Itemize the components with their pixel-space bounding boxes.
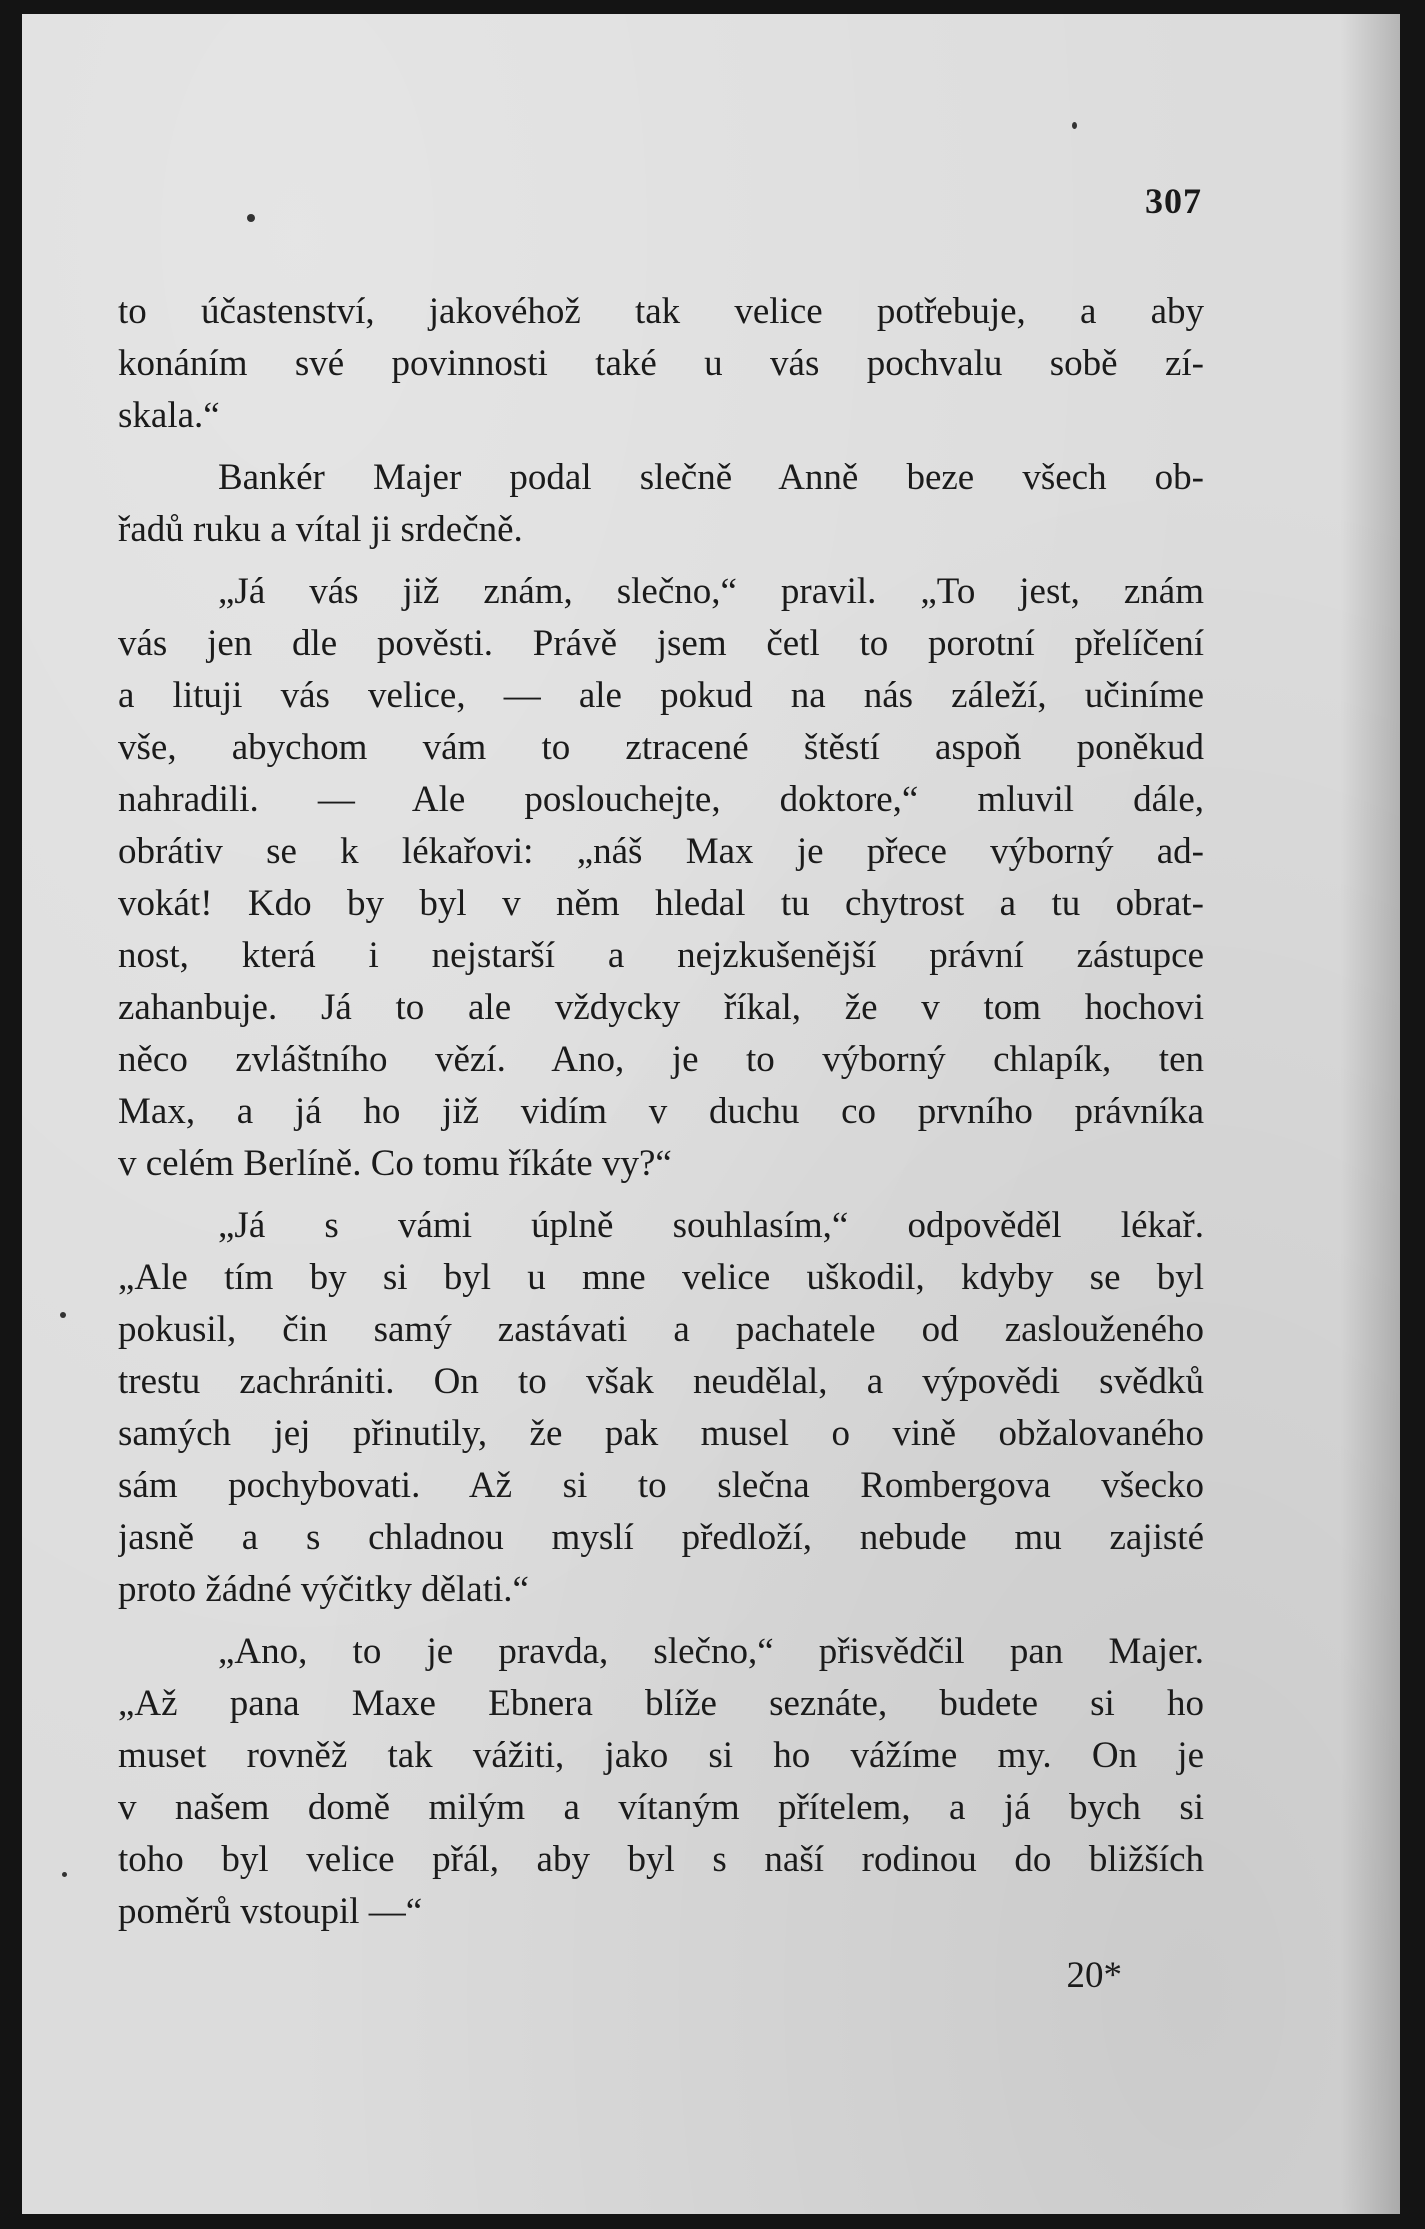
text-line: muset rovněž tak vážiti, jako si ho vážíme my. On je	[118, 1735, 1204, 1776]
body-text	[118, 286, 1204, 1938]
text-line: toho byl velice přál, aby byl s naší rodinou do bližších	[118, 1839, 1204, 1880]
text-line: obrátiv se k lékařovi: „náš Max je přece výborný ad-	[118, 831, 1204, 872]
print-speck	[1072, 122, 1077, 129]
page-number: 307	[1145, 181, 1202, 221]
text-line: proto žádné výčitky dělati.“	[118, 1569, 529, 1610]
text-line: něco zvláštního vězí. Ano, je to výborný chlapík, ten	[118, 1039, 1204, 1080]
text-line: v celém Berlíně. Co tomu říkáte vy?“	[118, 1143, 672, 1184]
text-line: jasně a s chladnou myslí předloží, nebude mu zajisté	[118, 1517, 1204, 1558]
text-line: Max, a já ho již vidím v duchu co prvního právníka	[118, 1091, 1204, 1132]
text-line: samých jej přinutily, že pak musel o vině obžalovaného	[118, 1413, 1204, 1454]
text-line: pokusil, čin samý zastávati a pachatele od zaslouženého	[118, 1309, 1204, 1350]
paragraph-2	[118, 452, 1204, 556]
page-edge-shadow	[1340, 14, 1400, 2214]
print-speck	[247, 214, 255, 222]
text-line: zahanbuje. Já to ale vždycky říkal, že v tom hochovi	[118, 987, 1204, 1028]
paragraph-gap	[118, 442, 1204, 452]
paragraph-gap	[118, 556, 1204, 566]
text-line: „Ale tím by si byl u mne velice uškodil, kdyby se byl	[118, 1257, 1204, 1298]
text-line: nahradili. — Ale poslouchejte, doktore,“ mluvil dále,	[118, 779, 1204, 820]
text-line: v našem domě milým a vítaným přítelem, a já bych si	[118, 1787, 1204, 1828]
text-line: Bankér Majer podal slečně Anně beze všech ob-	[218, 457, 1204, 498]
printer-signature: 20*	[1066, 1955, 1122, 1996]
paragraph-1	[118, 286, 1204, 442]
text-line: „Já s vámi úplně souhlasím,“ odpověděl lékař.	[218, 1205, 1204, 1246]
text-line: sám pochybovati. Až si to slečna Rombergova všecko	[118, 1465, 1204, 1506]
text-line: skala.“	[118, 395, 220, 436]
text-line: „Až pana Maxe Ebnera blíže seznáte, budete si ho	[118, 1683, 1204, 1724]
paragraph-4	[118, 1200, 1204, 1616]
text-line: trestu zachrániti. On to však neudělal, a výpovědi svědků	[118, 1361, 1204, 1402]
text-line: a lituji vás velice, — ale pokud na nás záleží, učiníme	[118, 675, 1204, 716]
text-line: „Ano, to je pravda, slečno,“ přisvědčil pan Majer.	[218, 1631, 1204, 1672]
print-speck	[62, 1872, 67, 1877]
text-line: konáním své povinnosti také u vás pochvalu sobě zí-	[118, 343, 1204, 384]
paragraph-3	[118, 566, 1204, 1190]
text-line: vše, abychom vám to ztracené štěstí aspoň poněkud	[118, 727, 1204, 768]
print-speck	[60, 1312, 66, 1318]
paragraph-gap	[118, 1616, 1204, 1626]
text-line: „Já vás již znám, slečno,“ pravil. „To jest, znám	[218, 571, 1204, 612]
text-line: nost, která i nejstarší a nejzkušenější právní zástupce	[118, 935, 1204, 976]
text-line: poměrů vstoupil —“	[118, 1891, 423, 1932]
book-page	[22, 14, 1400, 2214]
text-line: vás jen dle pověsti. Právě jsem četl to porotní přelíčení	[118, 623, 1204, 664]
paragraph-5	[118, 1626, 1204, 1938]
paragraph-gap	[118, 1190, 1204, 1200]
text-line: to účastenství, jakovéhož tak velice potřebuje, a aby	[118, 291, 1204, 332]
text-line: řadů ruku a vítal ji srdečně.	[118, 509, 523, 550]
text-line: vokát! Kdo by byl v něm hledal tu chytrost a tu obrat-	[118, 883, 1204, 924]
